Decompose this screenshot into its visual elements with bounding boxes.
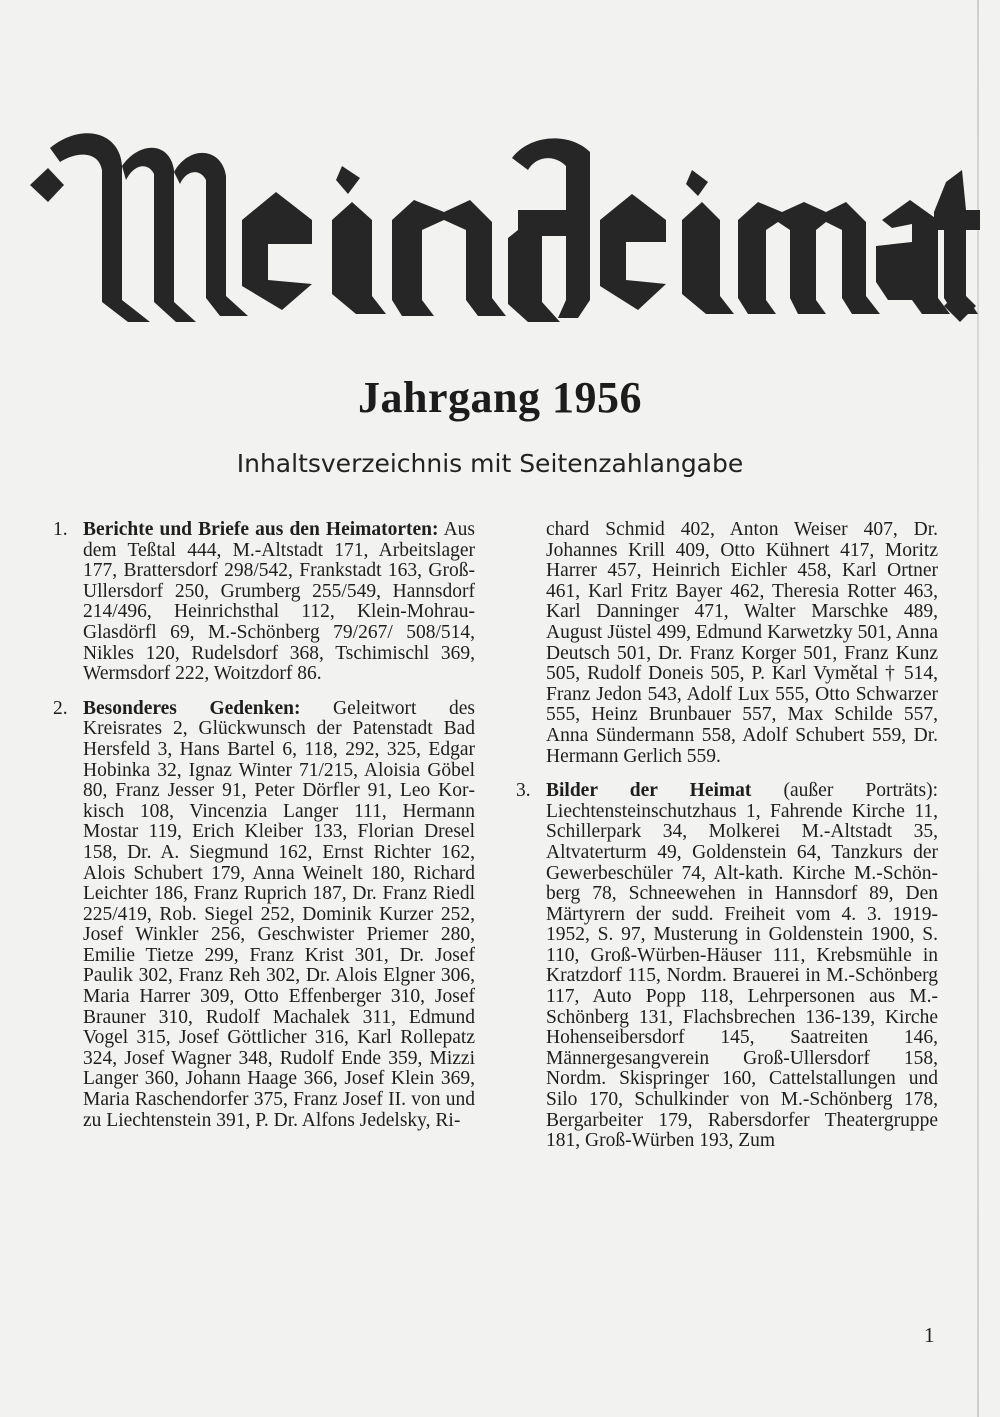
toc-section-2-continuation: chard Schmid 402, Anton Weiser 407, Dr. Johannes Krill 409, Otto Kühnert 417, Moritz Harrer 457, Heinrich Eichler 458, Karl Ortner 461, Karl Fritz Bayer 462, Theresia Rotter 463, Karl Danninger 471, Walter Marschke 489, August Jüstel 499, Edmund Karwetzky 501, Anna Deutsch 501, Dr. Franz Korger 501, Franz Kunz 505, Rudolf Doneis 505, P. Karl Vymětal † 514, Franz Jedon 543, Adolf Lux 555, Otto Schwarzer 555, Heinz Brunbauer 557, Max Schilde 557, Anna Sündermann 558, Adolf Schubert 559, Dr. Hermann Gerlich 559. [546,519,938,767]
section-number: 1. [53,519,68,540]
section-text: Aus dem Teßtal 444, M.-Altstadt 171, Arbeitslager 177, Brattersdorf 298/542, Frankstadt 163, Groß-Ullersdorf 250, Grumberg 255/549, Hannsdorf 214/496, Heinrichsthal 112, Klein-Mohrau-Glasdörfl 69, M.-Schönberg 79/267/ 508/514, Nikles 120, Rudelsdorf 368, Tschimischl 369, Wermsdorf 222, Woitzdorf 86. [83,519,475,685]
section-text: Geleitwort des Kreisrates 2, Glückwunsch der Patenstadt Bad Hersfeld 3, Hans Bartel 6, 118, 292, 325, Edgar Hobinka 32, Ignaz Winter 71/215, Aloisia Göbel 80, Franz Jesser 91, Peter Dörfler 91, Leo Korkisch 108, Vincenzia Langer 111, Hermann Mostar 119, Erich Kleiber 133, Florian Dresel 158, Dr. A. Siegmund 162, Ernst Richter 162, Alois Schubert 179, Anna Weinelt 180, Richard Leichter 186, Franz Ruprich 187, Dr. Franz Riedl 225/419, Rob. Siegel 252, Dominik Kurzer 252, Josef Winkler 256, Geschwister Priemer 280, Emilie Tietze 299, Franz Krist 301, Dr. Josef Paulik 302, Franz Reh 302, Dr. Alois Elgner 306, Maria Harrer 309, Otto Effenberger 310, Josef Brauner 310, Rudolf Machalek 311, Edmund Vogel 315, Josef Göttlicher 316, Karl Rollepatz 324, Josef Wagner 348, Rudolf Ende 359, Mizzi Langer 360, Johann Haage 366, Josef Klein 369, Maria Raschendorfer 375, Franz Josef II. von und zu Liechtenstein 391, P. Dr. Alfons Jedelsky, Ri- [83,697,475,1131]
left-column [45,520,475,1145]
toc-section-1 [45,520,475,685]
section-text: (außer Porträts): Liechtensteinschutzhaus 1, Fahrende Kirche 11, Schillerpark 34, Molkerei M.-Altstadt 35, Altvaterturm 49, Goldenstein 64, Tanzkurs der Gewerbeschüler 74, Alt-kath. Kirche M.-Schönberg 78, Schneewehen in Hannsdorf 89, Den Märtyrern der sudd. Freiheit vom 4. 3. 1919-1952, S. 97, Musterung in Goldenstein 1900, S. 110, Groß-Würben-Häuser 111, Krebsmühle in Kratzdorf 115, Nordm. Brauerei in M.-Schönberg 117, Auto Popp 118, Lehrpersonen aus M.-Schönberg 131, Flachsbrechen 136-139, Kirche Hohenseibersdorf 145, Saatreiten 146, Männergesangverein Groß-Ullersdorf 158, Nordm. Skispringer 160, Cattelstallungen und Silo 170, Schulkinder von M.-Schönberg 178, Bergarbeiter 179, Rabersdorfer Theatergruppe 181, Groß-Würben 193, Zum [546,780,938,1152]
blackletter-title-logo [30,70,980,330]
toc-subtitle: Inhaltsverzeichnis mit Seitenzahlangabe [236,449,744,478]
volume-title: Jahrgang 1956 [358,373,642,422]
section-heading: Bilder der Heimat [546,780,752,802]
right-column [508,520,938,1166]
section-number: 2. [53,697,68,719]
section-heading: Berichte und Briefe aus den Heimatorten: [83,519,439,540]
page-number: 1 [924,1323,935,1347]
section-heading: Besonderes Gedenken: [83,697,301,719]
toc-section-2 [45,699,475,1131]
section-number: 3. [516,780,531,802]
toc-section-3 [508,781,938,1152]
masthead-logo [30,70,980,330]
